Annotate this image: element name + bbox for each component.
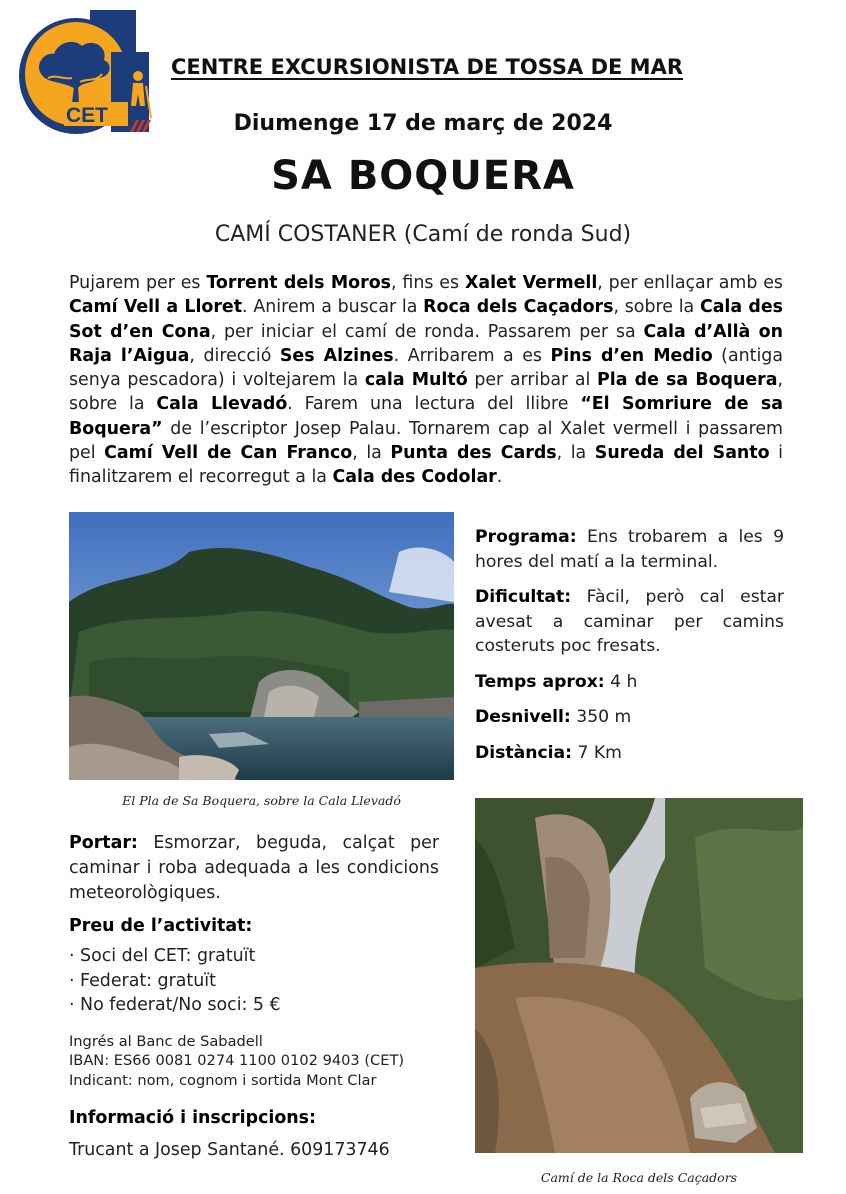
place-name: Pins d’en Medio <box>550 345 713 366</box>
place-name: Camí Vell a Lloret <box>69 297 243 318</box>
bank-details <box>69 1032 439 1091</box>
path-photo-caption: Camí de la Roca dels Caçadors <box>540 1170 738 1185</box>
place-name: Cala d’Allà on Raja l’Aigua <box>69 321 783 366</box>
place-name: Camí Vell de Can Franco <box>104 443 353 464</box>
distancia-item: Distància: 7 Km <box>475 742 622 763</box>
bank-reference: Indicant: nom, cognom i sortida Mont Clar <box>69 1071 377 1089</box>
contact-phone: Trucant a Josep Santané. 609173746 <box>69 1140 390 1160</box>
event-title: SA BOQUERA <box>271 153 575 199</box>
temps-item: Temps aprox: 4 h <box>475 671 638 692</box>
bank-iban: IBAN: ES66 0081 0274 1100 0102 9403 (CET) <box>69 1052 405 1069</box>
programa-item: Programa: Ens trobarem a les 9 hores del matí a la terminal. <box>475 527 784 572</box>
portar-item: Portar: Esmorzar, beguda, calçat per caminar i roba adequada a les condicions meteorològiques. <box>69 833 439 903</box>
desnivell-item: Desnivell: 350 m <box>475 707 632 727</box>
place-name: Sureda del Santo <box>594 443 770 464</box>
event-date: Diumenge 17 de març de 2024 <box>233 111 613 136</box>
contact-heading: Informació i inscripcions: <box>69 1108 316 1128</box>
practical-info <box>69 831 439 1160</box>
bank-name: Ingrés al Banc de Sabadell <box>69 1032 263 1050</box>
place-name: Punta des Cards <box>390 443 557 464</box>
place-name: Roca dels Caçadors <box>423 297 614 318</box>
event-subtitle: CAMÍ COSTANER (Camí de ronda Sud) <box>214 222 632 247</box>
price-item: · Federat: gratuït <box>69 970 216 991</box>
place-name: Torrent dels Moros <box>206 273 391 293</box>
cove-photo-caption: El Pla de Sa Boquera, sobre la Cala Llevadó <box>122 793 401 808</box>
book-title: “El Somriure de sa Boquera” <box>69 394 783 439</box>
club-name: CENTRE EXCURSIONISTA DE TOSSA DE MAR <box>170 55 683 79</box>
place-name: Xalet Vermell <box>464 273 598 293</box>
activity-details <box>475 525 784 776</box>
place-name: Cala des Codolar <box>332 467 497 488</box>
price-item: · Soci del CET: gratuït <box>69 946 256 966</box>
place-name: cala Multó <box>364 370 468 391</box>
place-name: Ses Alzines <box>279 345 394 366</box>
price-list <box>69 944 439 1018</box>
price-heading: Preu de l’activitat: <box>69 916 253 936</box>
place-name: Cala des Sot d’en Cona <box>69 297 783 342</box>
logo-text: CET <box>66 104 108 127</box>
place-name: Pla de sa Boquera <box>597 370 778 391</box>
route-description: Pujarem per es Torrent dels Moros, fins es Xalet Vermell, per enllaçar amb es Camí Vell a Lloret. Anirem a buscar la Roca dels Caçadors, sobre la Cala des Sot d’en Cona, per iniciar el camí de ronda. Passarem per sa Cala d’Allà on Raja l’Aigua, direcció Ses Alzines. Arribarem a es Pins d’en Medio (antiga senya pescadora) i voltejarem la cala Multó per arribar al Pla de sa Boquera, sobre la Cala Llevadó. Farem una lectura del llibre “El Somriure de sa Boquera” de l’escriptor Josep Palau. Tornarem cap al Xalet vermell i passarem pel Camí Vell de Can Franco, la Punta des Cards, la Sureda del Santo i finalitzarem el recorregut a la Cala des Codolar. <box>69 273 783 488</box>
path-photo <box>475 798 803 1153</box>
dificultat-item: Dificultat: Fàcil, però cal estar avesat a caminar per camins costeruts poc fresats. <box>475 587 784 656</box>
place-name: Cala Llevadó <box>156 394 288 415</box>
price-item: · No federat/No soci: 5 € <box>69 995 281 1015</box>
cove-photo <box>69 512 454 780</box>
